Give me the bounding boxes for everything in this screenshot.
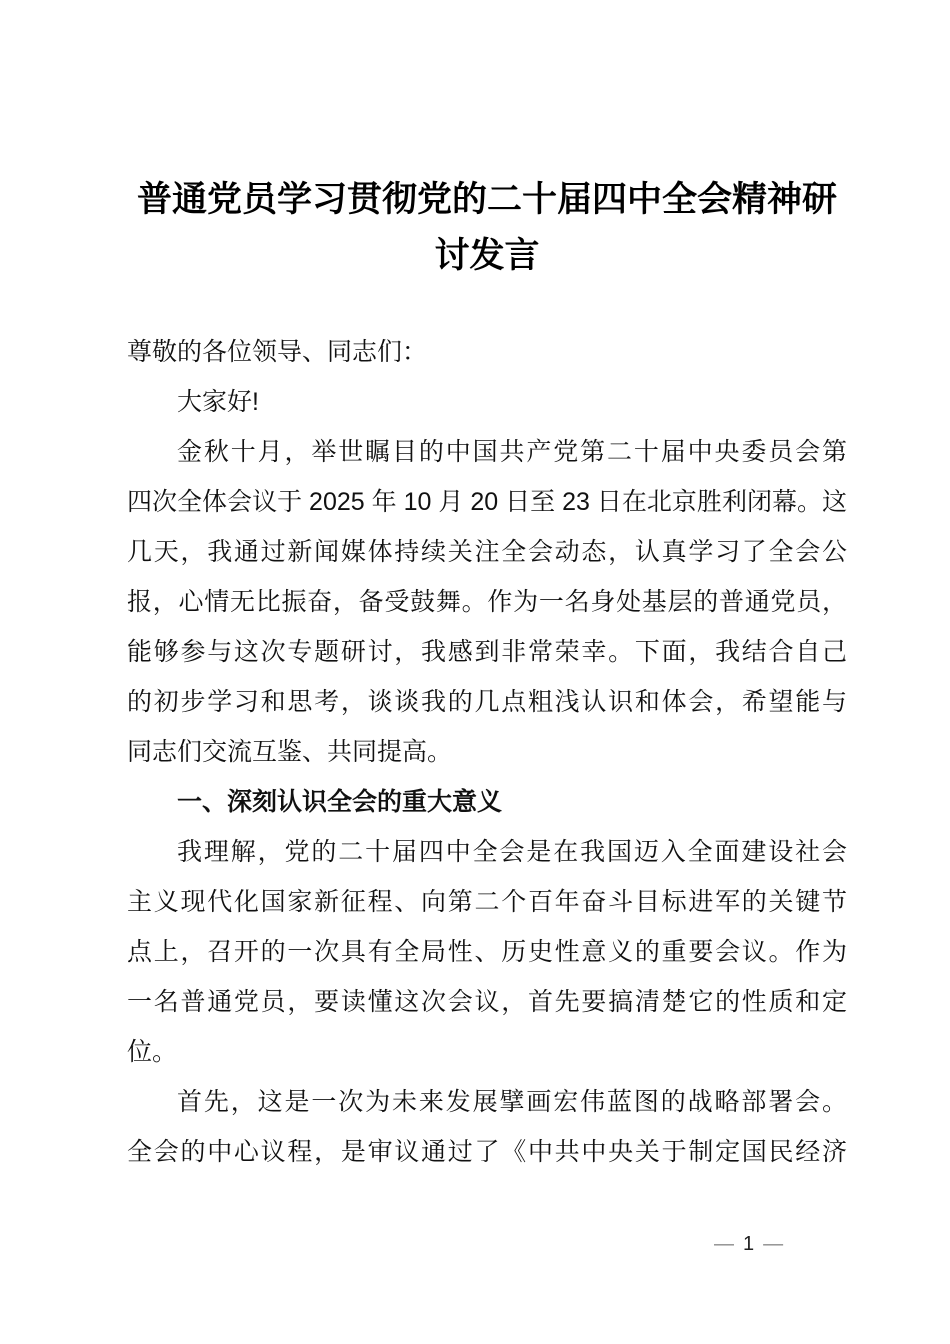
footer-dash-left: — [714, 1233, 734, 1255]
footer-page-number: 1 [743, 1233, 755, 1255]
para-first-point-line-1: 首先，这是一次为未来发展擘画宏伟蓝图的战略部署会。 [177, 1088, 847, 1116]
document-title [127, 172, 847, 284]
page-footer [714, 1231, 783, 1257]
para-significance-line-2: 主义现代化国家新征程、向第二个百年奋斗目标进军的关键节 [127, 888, 847, 916]
para-first-point-line-2: 全会的中心议程，是审议通过了《中共中央关于制定国民经济 [127, 1138, 847, 1166]
document-body [127, 327, 847, 1177]
para-opening-line-7: 同志们交流互鉴、共同提高。 [127, 738, 453, 766]
para-opening-line-4: 报，心情无比振奋，备受鼓舞。作为一名身处基层的普通党员， [127, 588, 847, 616]
greeting-line-1: 大家好! [177, 388, 259, 416]
para-significance-line-1: 我理解，党的二十届四中全会是在我国迈入全面建设社会 [177, 838, 847, 866]
section-heading-1-line-1: 一、深刻认识全会的重大意义 [177, 788, 503, 816]
document-title-line-1: 普通党员学习贯彻党的二十届四中全会精神研 [136, 180, 837, 219]
para-opening-line-2: 四次全体会议于 2025 年 10 月 20 日至 23 日在北京胜利闭幕。这 [127, 488, 847, 516]
salutation-line-1: 尊敬的各位领导、同志们： [127, 338, 428, 366]
para-significance-line-5: 位。 [127, 1038, 178, 1066]
document-title-line-2: 讨发言 [434, 236, 540, 275]
para-opening-line-1: 金秋十月，举世瞩目的中国共产党第二十届中央委员会第 [177, 438, 847, 466]
para-opening-line-5: 能够参与这次专题研讨，我感到非常荣幸。下面，我结合自己 [127, 638, 847, 666]
para-opening-line-3: 几天，我通过新闻媒体持续关注全会动态，认真学习了全会公 [127, 538, 847, 566]
para-significance-line-3: 点上，召开的一次具有全局性、历史性意义的重要会议。作为 [127, 938, 847, 966]
footer-dash-right: — [763, 1233, 784, 1255]
para-opening-line-6: 的初步学习和思考，谈谈我的几点粗浅认识和体会，希望能与 [127, 688, 847, 716]
para-significance-line-4: 一名普通党员，要读懂这次会议，首先要搞清楚它的性质和定 [127, 988, 847, 1016]
